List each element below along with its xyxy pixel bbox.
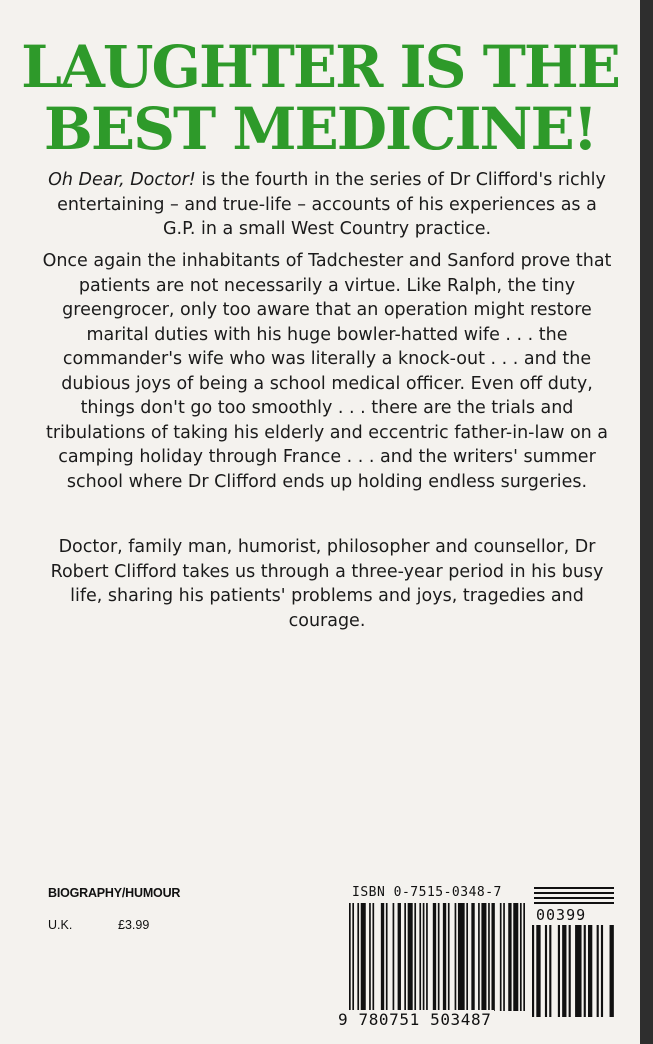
- blurb-paragraph-2: Once again the inhabitants of Tadchester and Sanford prove that patients are not necessarily a virtue. Like Ralph, the tiny greengrocer, only too aware that an operation might restore marital duties with his huge bowler-hatted wife . . . the commander's wife who was literally a knock-out . . . and the dubious joys of being a school medical officer. Even off duty, things don't go too smoothly . . . there are the trials and tribulations of taking his elderly and eccentric father-in-law on a camping holiday through France . . . and the writers' summer school where Dr Clifford ends up holding endless surgeries.: [42, 251, 612, 492]
- blurb-paragraph-3: Doctor, family man, humorist, philosopher and counsellor, Dr Robert Clifford takes us through a three-year period in his busy life, sharing his patients' problems and joys, tragedies and courage.: [50, 537, 604, 631]
- price-label: £3.99: [118, 918, 150, 932]
- blurb-paragraph-1: [40, 168, 614, 242]
- region-label: U.K.: [48, 918, 73, 932]
- price-addon-digits: 00399: [536, 906, 587, 924]
- headline-line-1: LAUGHTER IS THE: [21, 33, 619, 101]
- ean-barcode: [349, 903, 525, 1011]
- price-addon-barcode: [532, 925, 616, 1017]
- isbn-label: ISBN 0-7515-0348-7: [352, 885, 502, 900]
- blurb-paragraph-1-text: is the fourth in the series of Dr Clifford's richly entertaining – and true-life – accounts of his experiences as a G.P. in a small West Country practice.: [57, 170, 606, 239]
- cover-edge-shadow: [640, 0, 653, 1044]
- ean-digits: 9 780751 503487: [338, 1010, 492, 1029]
- headline-line-2: BEST MEDICINE!: [43, 95, 597, 163]
- addon-rule-lines: [534, 886, 614, 906]
- category-label: BIOGRAPHY/HUMOUR: [48, 886, 181, 900]
- book-title: Oh Dear, Doctor!: [48, 170, 196, 190]
